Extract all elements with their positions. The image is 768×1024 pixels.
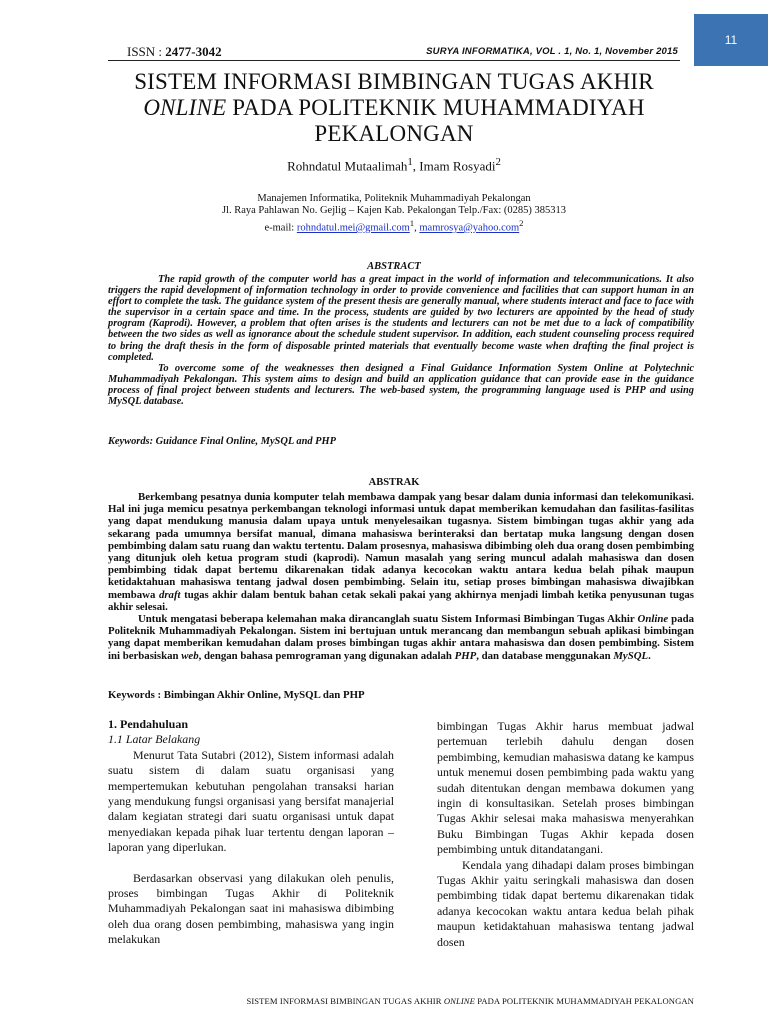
- right-paragraph-1: bimbingan Tugas Akhir harus membuat jadwal pertemuan terlebih dahulu dengan dosen pembimbing, kemudian mahasiswa datang ke kampus untuk menemui dosen pembimbing pada waktu yang sudah ditentukan dengan membawa dokumen yang ingin di konsultasikan. Setelah proses bimbingan Tugas Akhir selesai maka mahasiswa menyerahkan Buku Bimbingan Tugas Akhir kepada dosen pembimbing untuk ditandatangani.: [437, 719, 694, 857]
- body-column-left: [108, 717, 394, 948]
- author-1: Rohndatul Mutaalimah: [287, 158, 408, 174]
- journal-header: SURYA INFORMATIKA, VOL . 1, No. 1, November 2015: [426, 46, 678, 57]
- email-sep: ,: [414, 222, 420, 234]
- abstrak-p2-d: , dan database menggunakan: [476, 649, 614, 662]
- running-footer: [108, 996, 694, 1006]
- email-link-2[interactable]: mamrosya@yahoo.com: [419, 222, 520, 234]
- page-number-badge: [694, 14, 768, 66]
- author-2-sup: 2: [495, 156, 501, 168]
- email-link-1[interactable]: rohndatul.mei@gmail.com: [296, 222, 410, 234]
- abstract-keywords: Keywords: Guidance Final Online, MySQL and PHP: [108, 436, 336, 447]
- abstrak-p2-online: Online: [637, 613, 669, 626]
- left-paragraph-1: Menurut Tata Sutabri (2012), Sistem informasi adalah suatu sistem di dalam suatu organisasi yang mempertemukan kebutuhan pengolahan transaksi harian yang mendukung fungsi organisasi yang bersifat manajerial dalam kegiatan strategi dari suatu organisasi untuk dapat menyediakan kepada pihak luar tertentu dengan laporan – laporan yang diperlukan.: [108, 747, 394, 855]
- abstract-body: [108, 274, 694, 407]
- abstrak-p2-a: Untuk mengatasi beberapa kelemahan maka dirancanglah suatu Sistem Informasi Bimbingan Tugas Akhir: [138, 613, 638, 626]
- abstrak-paragraph-1: [108, 491, 694, 613]
- footer-online: ONLINE: [443, 996, 475, 1006]
- email-2-sup: 2: [519, 218, 524, 228]
- issn-label: ISSN :: [127, 44, 163, 59]
- abstract-paragraph-1: The rapid growth of the computer world has a great impact in the world of information and telecommunications. It also triggers the rapid development of information technology in order to provide convenience and facilities that can support human in an effort to complete the task. The guidance system of the present thesis are generally manual, where students interact and face to face with the supervisor in a certain space and time. In the process, students are guided by two lecturers are appointed by the head of study program (Kaprodi). However, a problem that often arises is the students and lecturers can not be met due to a lack of compatibility between the two sides as well as ignorance about the schedule student supervisor. In addition, each student counseling process required to bring the draft thesis in the form of disposable printed materials that eventually become waste when drafting the final project is completed.: [108, 274, 694, 363]
- abstrak-body: [108, 491, 694, 662]
- header-divider: [108, 60, 680, 61]
- abstrak-p1-draft: draft: [158, 588, 181, 601]
- abstrak-p2-mysql: MySQL: [613, 649, 649, 662]
- affiliation-line-1: Manajemen Informatika, Politeknik Muhammadiyah Pekalongan: [257, 193, 531, 204]
- authors: [108, 156, 680, 174]
- title-line-3: PEKALONGAN: [314, 121, 474, 146]
- footer-part-2: PADA POLITEKNIK MUHAMMADIYAH PEKALONGAN: [474, 996, 694, 1006]
- abstrak-paragraph-2: [108, 613, 694, 662]
- title-online: ONLINE: [143, 95, 227, 120]
- abstrak-keywords: Keywords : Bimbingan Akhir Online, MySQL dan PHP: [108, 689, 365, 701]
- issn: [127, 44, 222, 60]
- affiliation: [108, 193, 680, 235]
- abstract-paragraph-2: To overcome some of the weaknesses then designed a Final Guidance Information System Online at Polytechnic Muhammadiyah Pekalongan. This system aims to design and build an application guidance that can provide ease in the guidance process of final project between students and lecturers. The web-based system, the programming language used is PHP and using MySQL database.: [108, 362, 694, 408]
- title-line-2-rest: PADA POLITEKNIK MUHAMMADIYAH: [226, 95, 645, 120]
- abstrak-p2-c: , dengan bahasa pemrograman yang digunakan adalah: [198, 649, 455, 662]
- affiliation-line-2: Jl. Raya Pahlawan No. Gejlig – Kajen Kab. Pekalongan Telp./Fax: (0285) 385313: [221, 205, 567, 216]
- title-line-1: SISTEM INFORMASI BIMBINGAN TUGAS AKHIR: [134, 69, 654, 94]
- abstract-heading: ABSTRACT: [367, 261, 421, 272]
- paragraph-gap: [108, 856, 394, 871]
- subsection-heading: 1.1 Latar Belakang: [108, 732, 201, 747]
- body-column-right: [437, 719, 694, 950]
- abstrak-p2-b: pada Politeknik Muhammadiyah Pekalongan. Sistem ini bertujuan untuk merancang dan membangun sebuah aplikasi bimbingan yang dapat memberikan kemudahan dalam proses bimbingan tugas akhir antara mahasiswa dan dosen pembimbing. Sistem ini berbasiskan: [108, 613, 694, 662]
- abstrak-p2-web: web: [181, 649, 199, 662]
- abstrak-p1-tail: tugas akhir dalam bentuk bahan cetak sekali pakai yang akhirnya menjadi limbah ketika penyusunan tugas akhir selesai.: [108, 588, 695, 613]
- email-label: e-mail:: [264, 222, 297, 234]
- abstrak-p1-text: Berkembang pesatnya dunia komputer telah membawa dampak yang besar dalam dunia informasi dan telekomunikasi. Hal ini juga memicu pesatnya perkembangan teknologi informasi untuk dapat memberikan kemudahan dan fasilitas-fasilitas yang dapat mendukung manusia dalam upaya untuk menyelesaikan tugasnya. Sistem bimbingan tugas akhir yang ada sekarang pada umumnya bersifat manual, dimana mahasiswa berinteraksi dan bertatap muka langsung dengan dosen pembimbing dalam satu ruang dan waktu tertentu. Dalam prosesnya, mahasiswa dibimbing oleh dua orang dosen pembimbing yang ditunjuk oleh ketua program studi (kaprodi). Namun masalah yang sering muncul adalah mahasiswa dan dosen pembimbing tidak dapat bertemu dikarenakan tidak adanya kecocokan waktu antara kedua belah pihak maupun ketidaktahuan mahasiswa tentang jadwal dosen pembimbing. Selain itu, setiap proses bimbingan mahasiswa diwajibkan membawa: [108, 491, 694, 601]
- abstrak-p2-php: PHP: [454, 649, 477, 662]
- page-number: 11: [724, 33, 738, 47]
- left-paragraph-2: Berdasarkan observasi yang dilakukan oleh penulis, proses bimbingan Tugas Akhir di Politeknik Muhammadiyah Pekalongan saat ini mahasiswa dibimbing oleh dua orang dosen pembimbing, mahasiswa yang ingin melakukan: [108, 870, 394, 947]
- author-2: Imam Rosyadi: [419, 158, 496, 174]
- right-paragraph-2: Kendala yang dihadapi dalam proses bimbingan Tugas Akhir yaitu seringkali mahasiswa dan dosen pembimbing tidak dapat bertemu dikarenakan tidak adanya kecocokan waktu antara kedua belah pihak maupun ketidaktahuan mahasiswa tentang jadwal dosen: [437, 857, 694, 949]
- abstrak-heading: ABSTRAK: [368, 477, 420, 488]
- title-line-2: [108, 95, 680, 121]
- author-1-sup: 1: [407, 156, 413, 168]
- paper-title: [108, 69, 680, 147]
- footer-part-1: SISTEM INFORMASI BIMBINGAN TUGAS AKHIR: [246, 996, 444, 1006]
- issn-value: 2477-3042: [165, 44, 222, 59]
- section-heading: 1. Pendahuluan: [108, 717, 189, 731]
- abstrak-p2-e: .: [648, 649, 651, 662]
- author-sep: ,: [412, 158, 420, 174]
- email-line: [108, 217, 680, 235]
- email-1-sup: 1: [409, 218, 415, 228]
